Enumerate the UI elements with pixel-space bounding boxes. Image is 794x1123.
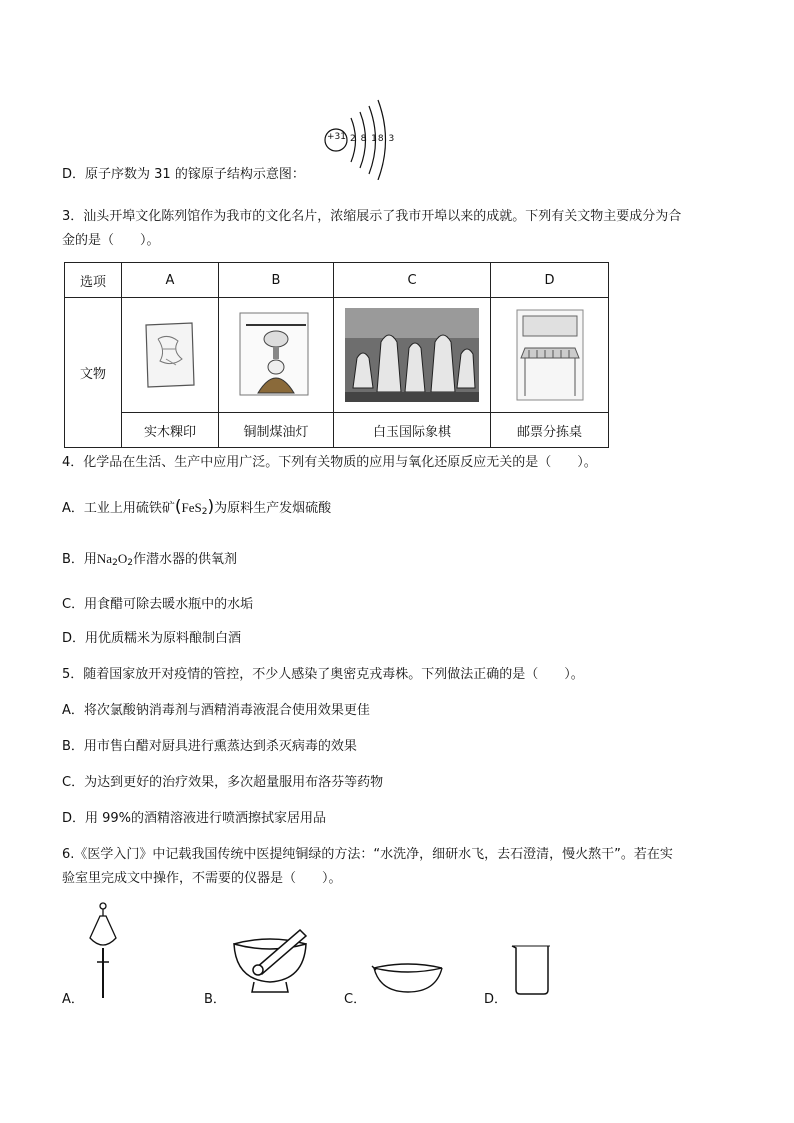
header-option: 选项 — [65, 263, 122, 298]
header-b: B — [219, 263, 334, 298]
caption-c: 白玉国际象棋 — [334, 413, 491, 448]
formula-sub-2: 2 — [127, 558, 133, 568]
apparatus-label-c: C． — [344, 992, 367, 1007]
q3-stem-line2: 金的是（ ）。 — [62, 233, 160, 248]
nucleus-charge: +31 — [327, 132, 346, 142]
table-image-row — [65, 298, 609, 413]
q6-stem-line1: 6.《医学入门》中记载我国传统中医提纯铜绿的方法：“水洗净，细研水飞，去石澄清，慢火熬干”。若在实 — [62, 847, 673, 862]
q5-option-d: D．用 99%的酒精溶液进行喷洒擦拭家居用品 — [62, 811, 327, 826]
apparatus-label-b: B． — [204, 992, 226, 1007]
q5-stem: 5．随着国家放开对疫情的管控，不少人感染了奥密克戎毒株。下列做法正确的是（ ）。 — [62, 667, 584, 682]
table-caption-row — [65, 413, 609, 448]
q4-option-a — [62, 498, 331, 521]
formula-na: Na — [96, 551, 113, 566]
q6-stem-line2: 验室里完成文中操作，不需要的仪器是（ ）。 — [62, 871, 342, 886]
caption-d: 邮票分拣桌 — [491, 413, 609, 448]
relic-table — [64, 262, 609, 448]
electron-shells: 2 8 18 3 — [350, 134, 396, 144]
caption-a: 实木粿印 — [122, 413, 219, 448]
q5-option-b: B．用市售白醋对厨具进行熏蒸达到杀灭病毒的效果 — [62, 739, 357, 754]
row-label-relic: 文物 — [65, 298, 122, 448]
header-c: C — [334, 263, 491, 298]
separatory-funnel-icon — [86, 902, 120, 1002]
formula-o: O — [117, 551, 128, 566]
beaker-icon — [508, 942, 554, 998]
image-jade-chess — [334, 298, 491, 413]
q4-a-prefix: A．工业上用硫铁矿 — [62, 501, 175, 516]
formula-subscript: 2 — [201, 507, 208, 517]
image-wood-mold — [122, 298, 219, 413]
table-header-row — [65, 263, 609, 298]
header-d: D — [491, 263, 609, 298]
formula-fes2: FeS — [181, 500, 202, 515]
q5-option-a: A．将次氯酸钠消毒剂与酒精消毒液混合使用效果更佳 — [62, 703, 370, 718]
q2-option-d: D．原子序数为 31 的镓原子结构示意图： — [62, 167, 305, 182]
q4-option-c: C．用食醋可除去暖水瓶中的水垢 — [62, 597, 254, 612]
image-kerosene-lamp — [219, 298, 334, 413]
q4-a-suffix: 为原料生产发烟硫酸 — [214, 501, 332, 516]
header-a: A — [122, 263, 219, 298]
q4-b-suffix: 作潜水器的供氧剂 — [132, 552, 237, 567]
q5-option-c: C．为达到更好的治疗效果，多次超量服用布洛芬等药物 — [62, 775, 384, 790]
q4-option-b — [62, 550, 237, 572]
caption-b: 铜制煤油灯 — [219, 413, 334, 448]
q4-option-d: D．用优质糯米为原料酿制白酒 — [62, 631, 242, 646]
apparatus-label-d: D． — [484, 992, 508, 1007]
q4-stem: 4．化学品在生活、生产中应用广泛。下列有关物质的应用与氧化还原反应无关的是（ ）。 — [62, 455, 597, 470]
formula-sub-1: 2 — [112, 558, 118, 568]
q3-stem-line1: 3．汕头开埠文化陈列馆作为我市的文化名片，浓缩展示了我市开埠以来的成就。下列有关文物主要成分为合 — [62, 209, 682, 224]
mortar-pestle-icon — [228, 924, 312, 998]
q4-b-prefix: B．用 — [62, 552, 97, 567]
evaporating-dish-icon — [370, 962, 446, 996]
paren-close: ) — [207, 497, 215, 517]
image-stamp-sorting-desk — [491, 298, 609, 413]
paren-open: ( — [174, 497, 182, 517]
apparatus-label-a: A． — [62, 992, 84, 1007]
